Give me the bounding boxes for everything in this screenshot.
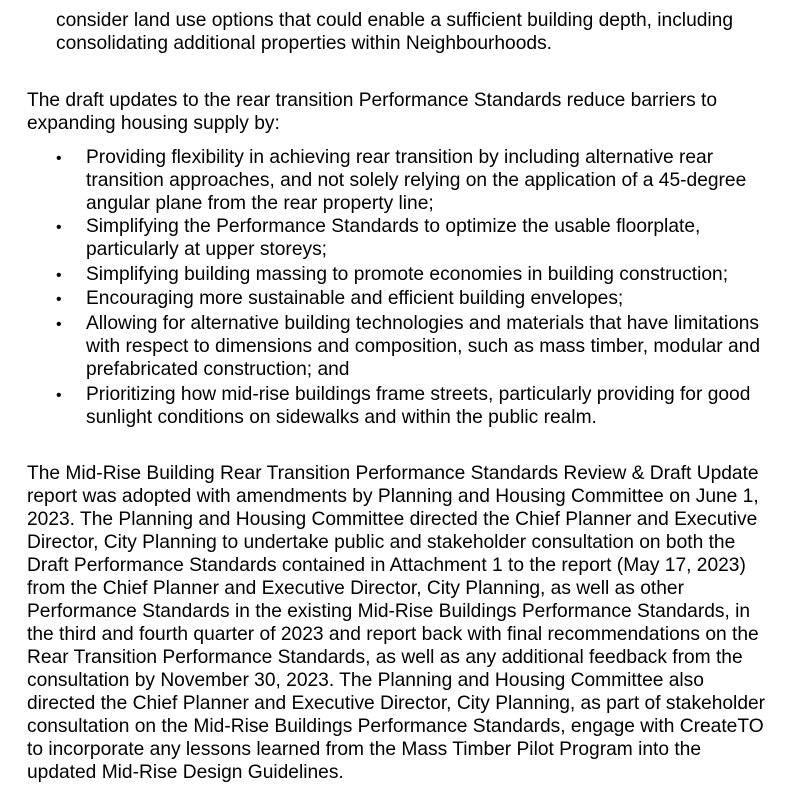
text-line: Simplifying building massing to promote economies in building construction; (86, 264, 729, 285)
bullet-marker: • (56, 291, 62, 308)
text-line: Simplifying the Performance Standards to optimize the usable floorplate, (86, 216, 701, 237)
text-line: particularly at upper storeys; (86, 239, 328, 260)
text-line: Performance Standards in the existing Mid-Rise Buildings Performance Standards, in (27, 601, 751, 622)
bullet-marker: • (56, 267, 62, 284)
text-line: The draft updates to the rear transition Performance Standards reduce barriers to (27, 90, 718, 111)
text-line: expanding housing supply by: (27, 113, 280, 134)
text-line: consultation by November 30, 2023. The Planning and Housing Committee also (27, 670, 704, 691)
text-line: consolidating additional properties within Neighbourhoods. (56, 33, 552, 54)
text-line: prefabricated construction; and (86, 359, 350, 380)
text-line: consultation on the Mid-Rise Buildings Performance Standards, engage with CreateTO (27, 716, 764, 737)
text-line: Encouraging more sustainable and efficient building envelopes; (86, 288, 624, 309)
bullet-marker: • (56, 387, 62, 404)
bullet-marker: • (56, 316, 62, 333)
text-line: Draft Performance Standards contained in Attachment 1 to the report (May 17, 2023) (27, 555, 746, 576)
text-line: report was adopted with amendments by Planning and Housing Committee on June 1, (27, 486, 759, 507)
text-line: The Mid-Rise Building Rear Transition Performance Standards Review & Draft Update (27, 463, 759, 484)
text-line: 2023. The Planning and Housing Committee directed the Chief Planner and Executive (27, 509, 758, 530)
bullet-marker: • (56, 150, 62, 167)
text-line: the third and fourth quarter of 2023 and report back with final recommendations on the (27, 624, 759, 645)
text-line: directed the Chief Planner and Executive Director, City Planning, as part of stakeholder (27, 693, 766, 714)
text-line: Allowing for alternative building technologies and materials that have limitations (86, 313, 760, 334)
text-line: with respect to dimensions and composition, such as mass timber, modular and (86, 336, 761, 357)
text-line: Prioritizing how mid-rise buildings frame streets, particularly providing for good (86, 384, 751, 405)
text-line: consider land use options that could enable a sufficient building depth, including (56, 10, 734, 31)
bullet-marker: • (56, 219, 62, 236)
text-line: to incorporate any lessons learned from the Mass Timber Pilot Program into the (27, 739, 702, 760)
text-line: angular plane from the rear property line; (86, 193, 434, 214)
text-line: from the Chief Planner and Executive Director, City Planning, as well as other (27, 578, 684, 599)
text-line: Rear Transition Performance Standards, as well as any additional feedback from the (27, 647, 743, 668)
text-line: Director, City Planning to undertake public and stakeholder consultation on both the (27, 532, 736, 553)
text-line: Providing flexibility in achieving rear transition by including alternative rear (86, 147, 714, 168)
text-line: sunlight conditions on sidewalks and within the public realm. (86, 407, 597, 428)
text-line: updated Mid-Rise Design Guidelines. (27, 762, 344, 783)
text-line: transition approaches, and not solely relying on the application of a 45-degree (86, 170, 747, 191)
